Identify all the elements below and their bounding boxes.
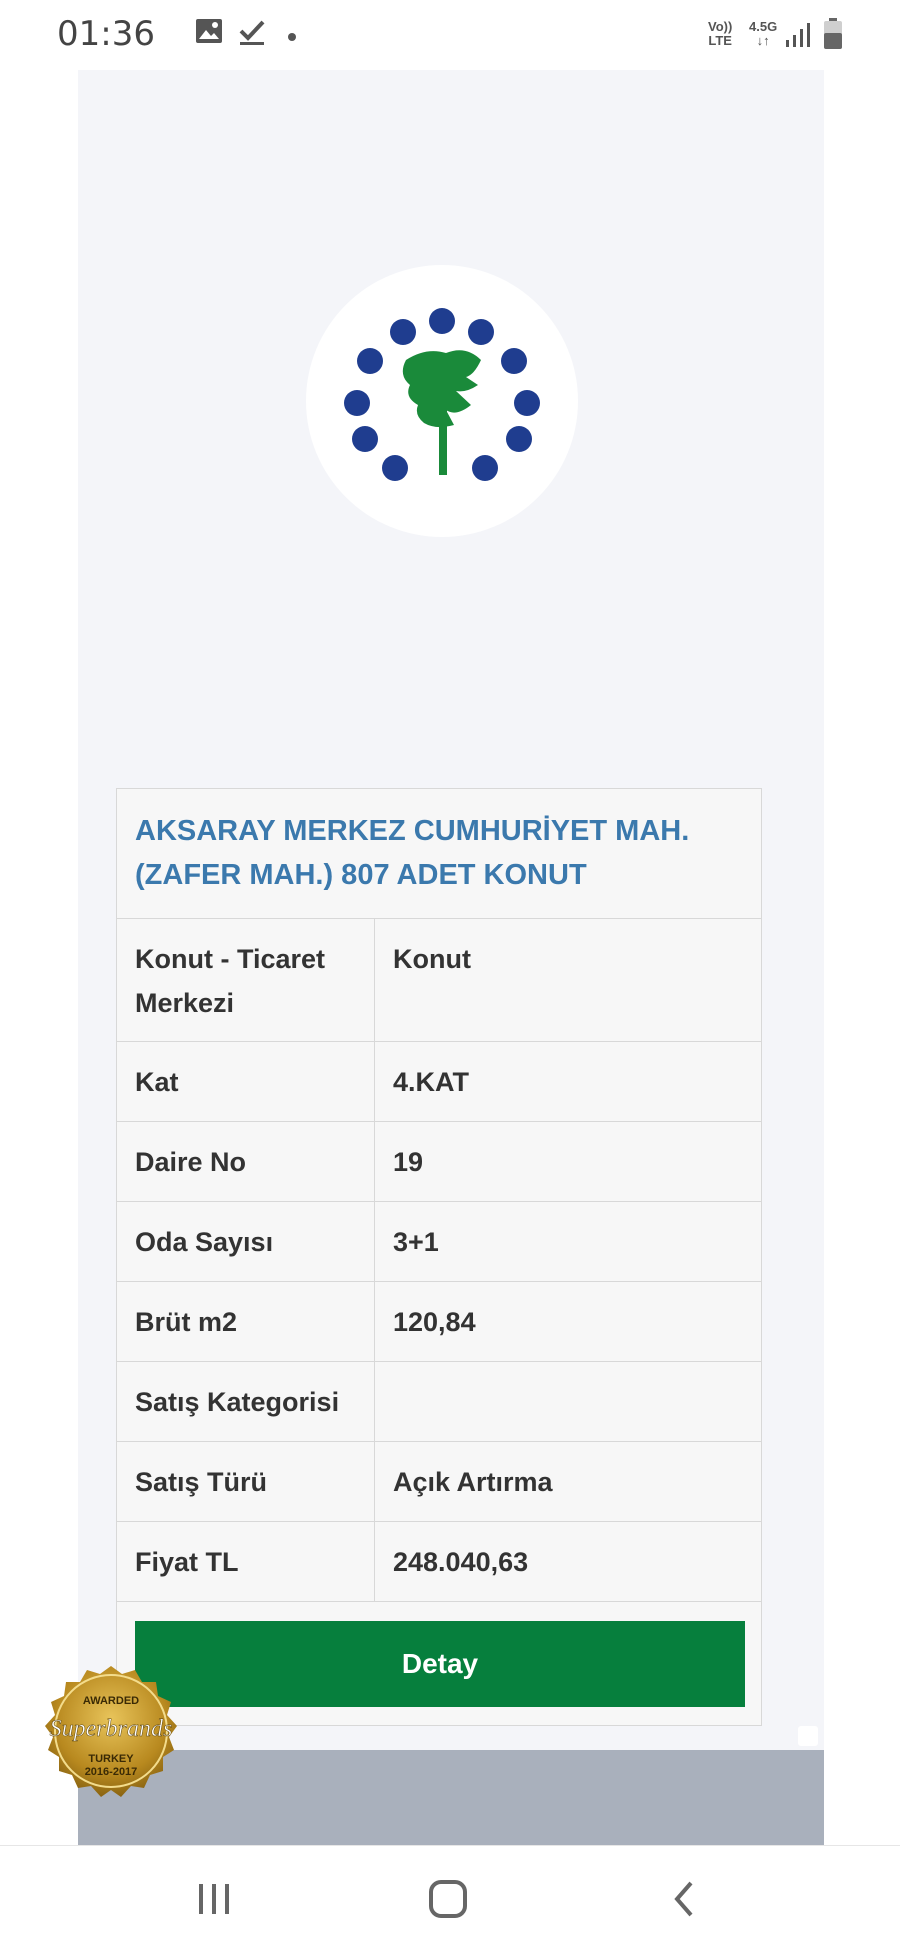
data-indicator: 4.5G ↓↑ bbox=[749, 19, 778, 48]
row-label: Daire No bbox=[117, 1122, 375, 1201]
table-row bbox=[117, 1442, 761, 1522]
recent-apps-icon[interactable] bbox=[184, 1874, 244, 1924]
organization-logo bbox=[306, 265, 578, 537]
row-value: 120,84 bbox=[393, 1307, 476, 1337]
status-bar bbox=[0, 0, 900, 70]
row-value: Açık Artırma bbox=[393, 1467, 553, 1497]
row-label: Satış Türü bbox=[117, 1442, 375, 1521]
battery-icon bbox=[823, 18, 843, 55]
svg-text:AWARDED: AWARDED bbox=[82, 1695, 140, 1707]
signal-icon bbox=[784, 20, 812, 53]
listing-table bbox=[116, 788, 762, 1726]
svg-text:Superbrands: Superbrands bbox=[49, 1716, 173, 1742]
dot-icon bbox=[287, 29, 297, 47]
row-label: Satış Kategorisi bbox=[117, 1362, 375, 1441]
award-seal-icon bbox=[32, 1652, 190, 1810]
table-row bbox=[117, 1362, 761, 1442]
status-time: 01:36 bbox=[57, 14, 155, 54]
check-download-icon bbox=[238, 18, 266, 51]
row-label: Fiyat TL bbox=[117, 1522, 375, 1601]
table-row bbox=[117, 1122, 761, 1202]
volte-indicator: Vo)) LTE bbox=[708, 19, 733, 48]
row-value bbox=[375, 1362, 761, 1441]
gallery-icon bbox=[195, 18, 223, 49]
svg-text:2016-2017: 2016-2017 bbox=[84, 1766, 138, 1778]
table-row bbox=[117, 1522, 761, 1602]
home-icon[interactable] bbox=[418, 1874, 478, 1924]
table-row bbox=[117, 1202, 761, 1282]
row-label: Konut - Ticaret Merkezi bbox=[117, 919, 375, 1041]
row-value: Konut bbox=[393, 944, 471, 974]
row-value: 248.040,63 bbox=[393, 1547, 529, 1577]
listing-title[interactable]: AKSARAY MERKEZ CUMHURİYET MAH. (ZAFER MAH.) 807 ADET KONUT bbox=[117, 789, 761, 919]
row-value: 4.KAT bbox=[393, 1067, 470, 1097]
row-value: 3+1 bbox=[393, 1227, 439, 1257]
table-row bbox=[117, 1282, 761, 1362]
superbrands-badge[interactable] bbox=[32, 1652, 190, 1810]
svg-text:TURKEY: TURKEY bbox=[88, 1753, 134, 1765]
row-label: Brüt m2 bbox=[117, 1282, 375, 1361]
table-row bbox=[117, 919, 761, 1042]
detail-button[interactable]: Detay bbox=[135, 1621, 745, 1707]
row-label: Kat bbox=[117, 1042, 375, 1121]
row-value: 19 bbox=[393, 1147, 424, 1177]
table-row bbox=[117, 1042, 761, 1122]
toki-logo-icon bbox=[306, 265, 578, 537]
back-icon[interactable] bbox=[654, 1874, 714, 1924]
row-label: Oda Sayısı bbox=[117, 1202, 375, 1281]
system-nav-bar bbox=[0, 1845, 900, 1951]
scroll-indicator bbox=[798, 1726, 818, 1746]
